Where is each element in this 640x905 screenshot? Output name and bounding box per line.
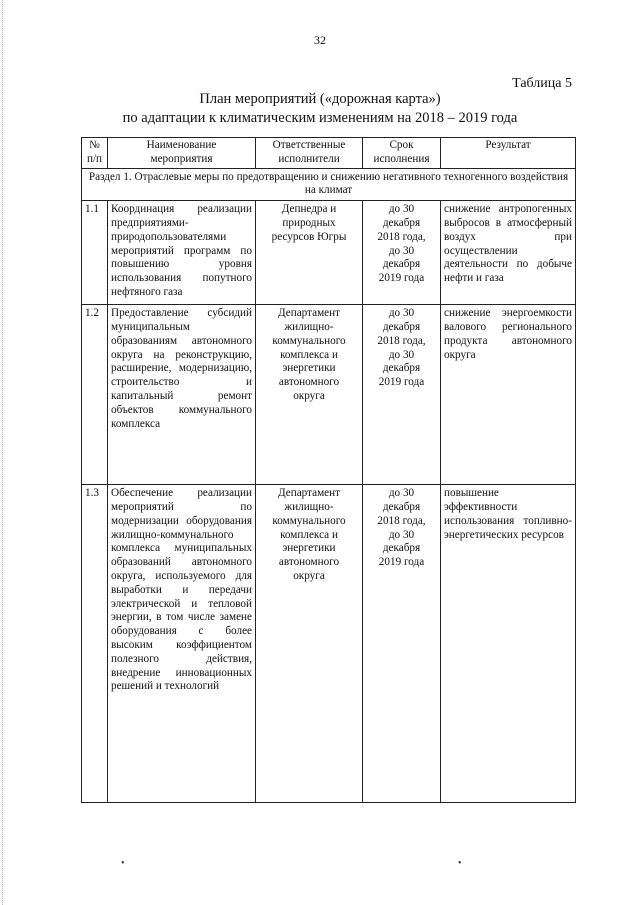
responsible-executor: Депнедра и природных ресурсов Югры bbox=[256, 201, 363, 305]
row-number: 1.1 bbox=[82, 201, 108, 305]
title-line-1: План мероприятий («дорожная карта») bbox=[199, 91, 441, 107]
header-executors: Ответственные исполнители bbox=[256, 138, 363, 169]
header-name: Наименование мероприятия bbox=[108, 138, 256, 169]
execution-term: до 30 декабря 2018 года, до 30 декабря 2019 года bbox=[363, 485, 441, 803]
header-row bbox=[82, 138, 576, 169]
scan-edge-line bbox=[2, 0, 4, 905]
activity-result: снижение антропогенных выбросов в атмосферный воздух при осуществлении деятельности по добыче нефти и газа bbox=[441, 201, 576, 305]
activity-name: Обеспечение реализации мероприятий по модернизации оборудования жилищно-коммунального комплекса муниципальных образований автономного округа, используемого для выработки и передачи электрической и тепловой энергии, в том числе замене оборудования с более высоким коэффициентом полезного действия, внедрение инновационных решений и технологий bbox=[108, 485, 256, 803]
table-label: Таблица 5 bbox=[512, 76, 572, 91]
execution-term: до 30 декабря 2018 года, до 30 декабря 2019 года bbox=[363, 201, 441, 305]
execution-term: до 30 декабря 2018 года, до 30 декабря 2019 года bbox=[363, 305, 441, 485]
scan-dot-mark: • bbox=[458, 858, 462, 869]
row-number: 1.2 bbox=[82, 305, 108, 485]
responsible-executor: Департамент жилищно- коммунального комплекса и энергетики автономного округа bbox=[256, 485, 363, 803]
table-row bbox=[82, 485, 576, 803]
header-num: № п/п bbox=[82, 138, 108, 169]
activity-result: снижение энергоемкости валового регионального продукта автономного округа bbox=[441, 305, 576, 485]
title-line-2: по адаптации к климатическим изменениям на 2018 – 2019 года bbox=[122, 110, 518, 126]
table-row bbox=[82, 305, 576, 485]
activity-name: Координация реализации предприятиями-природопользователями мероприятий программ по повышению уровня использования попутного нефтяного газа bbox=[108, 201, 256, 305]
scan-dot-mark: • bbox=[121, 858, 125, 869]
page-number: 32 bbox=[314, 33, 326, 47]
responsible-executor: Департамент жилищно- коммунального комплекса и энергетики автономного округа bbox=[256, 305, 363, 485]
header-result: Результат bbox=[441, 138, 576, 169]
document-title bbox=[0, 90, 640, 128]
action-plan-table bbox=[81, 137, 576, 803]
header-term: Срок исполнения bbox=[363, 138, 441, 169]
activity-name: Предоставление субсидий муниципальным образованиям автономного округа на реконструкцию, расширение, модернизацию, строительство и капитальный ремонт объектов коммунального комплекса bbox=[108, 305, 256, 485]
section-row bbox=[82, 168, 576, 201]
row-number: 1.3 bbox=[82, 485, 108, 803]
activity-result: повышение эффективности использования топливно-энергетических ресурсов bbox=[441, 485, 576, 803]
table-row bbox=[82, 201, 576, 305]
section-title: Раздел 1. Отраслевые меры по предотвращению и снижению негативного техногенного воздействия на климат bbox=[82, 168, 576, 201]
